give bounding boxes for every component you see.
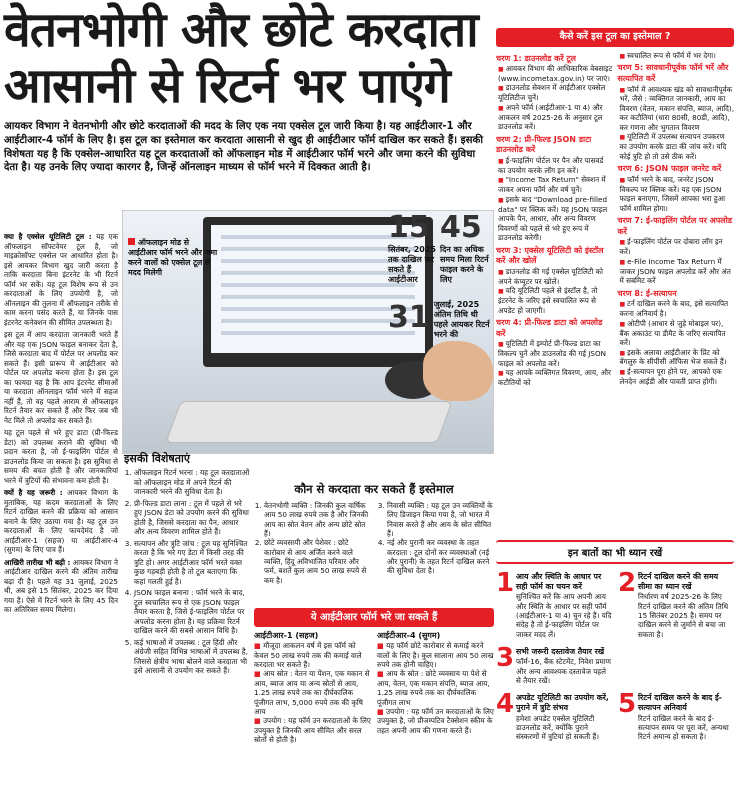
intro-paragraph: आयकर विभाग ने वेतनभोगी और छोटे करदाताओं की मदद के लिए एक नया एक्सेल टूल जारी किया है। यह आईटीआर-1 और आईटीआर-4 फॉर्म के लिए है। इस टूल का इस्तेमाल कर करदाता आसानी से खुद ही आईटीआर फॉर्म दाखिल कर सकते हैं। इसकी विशेषता यह है कि एक्सेल-आधारित यह टूल करदाताओं को ऑफलाइन मोड में आईटीआर फॉर्म भरने और जमा करने की सुविधा देता है। यह उनके लिए ज्यादा कारगर है, जिन्हें ऑनलाइन माध्यम से फॉर्म भरने में दिक्कत आती है। — [4, 121, 484, 174]
attention-item — [618, 689, 734, 742]
headline-line1: वेतनभोगी और छोटे करदाता — [4, 2, 478, 58]
itr4-title: आईटीआर-4 (सुगम) — [377, 631, 441, 640]
howto-step-item: ■ डाउनलोड की गई एक्सेल यूटिलिटी को अपने कंप्यूटर पर खोलें। — [498, 267, 613, 286]
howto-step-title: चरण 2: प्री-फिल्ड JSON डाटा डाउनलोड करें — [496, 134, 592, 155]
howto-step-title: चरण 6: JSON फाइल जनरेट करें — [617, 164, 722, 174]
howto-step-item: ■ e-File Income Tax Return में जाकर JSON फाइल अपलोड करें और अंत में सबमिट करें — [620, 257, 735, 286]
howto-step-item: ■ ई-फाइलिंग पोर्टल पर दोबारा लॉग इन करें। — [620, 237, 735, 256]
feature-item: 4. JSON फाइल बनाना : फॉर्म भरने के बाद, टूल स्वचालित रूप से एक JSON फाइल तैयार करता है, जिसे ई-फाइलिंग पोर्टल पर अपलोड करना होता है। यह प्रक्रिया रिटर्न दाखिल करने की सबसे आसान विधि है। — [134, 588, 250, 635]
howto-step-list — [496, 156, 613, 243]
howto-step-item: ■ "Income Tax Return" सेक्शन में जाकर अपना फॉर्म और वर्ष चुनें। — [498, 175, 613, 194]
stat-31-number: 31 — [388, 300, 430, 335]
howto-title: कैसे करें इस टूल का इस्तेमाल ? — [496, 28, 734, 47]
whatis-text: यह एक ऑफलाइन सॉफ्टवेयर टूल है, जो माइक्रोसॉफ्ट एक्सेल पर आधारित होता है। इसे आयकर विभाग खुद जारी करता है ताकि करदाता बिना इंटरनेट के भी रिटर्न फॉर्म भर सकें। यह टूल विशेष रूप से उन करदाताओं के लिए उपयोगी है, जो ऑनलाइन की तुलना में ऑफलाइन तरीके से काम करना पसंद करते हैं, या जिनके पास इंटरनेट कनेक्शन की सीमित उपलब्धता है। — [4, 232, 119, 327]
howto-step-list — [496, 339, 613, 387]
left-p3: यह टूल पहले से भरे हुए डाटा (प्री-फिल्ड डेटा) को उपलब्ध कराने की सुविधा भी प्रदान करता है, जो ई-फाइलिंग पोर्टल से डाउनलोड किया जा सकता है। इस सुविधा से समय की बचत होती है और जानकारियां भरने में त्रुटियों की संभावना कम होती है। — [4, 428, 118, 485]
who-item: 1. वेतनभोगी व्यक्ति : जिनकी कुल वार्षिक आय 50 लाख रुपये तक है और जिनकी आय का स्रोत वेतन और अन्य छोटे स्रोत हैं। — [264, 501, 371, 538]
howto-step-item: ■ ई-फाइलिंग पोर्टल पर पैन और पासवर्ड का उपयोग करके लॉग इन करें। — [498, 156, 613, 175]
attention-item — [496, 643, 612, 685]
bullet-square-icon: ■ — [254, 641, 264, 651]
attention-spacer — [618, 647, 734, 685]
who-item: 2. छोटे व्यवसायी और पेशेवर : छोटे कारोबार से आय अर्जित करने वाले व्यक्ति, हिंदू अविभाजित परिवार और फर्म, बशर्ते कुल आय 50 लाख रुपये से कम है। — [264, 538, 371, 585]
headline-line2: आसानी से रिटर्न भर पाएंगे — [4, 58, 450, 114]
howto-column-2 — [618, 51, 735, 388]
howto-step-item: ■ ई-सत्यापन पूरा होने पर, आपको एक लेनदेन आईडी और पावती प्राप्त होगी। — [620, 367, 735, 386]
bullet-square-icon: ■ — [254, 716, 264, 726]
howto-step-item: ■ ओटीपी (आधार से जुड़े मोबाइल पर), बैंक अकाउंट या डीमैट के जरिए सत्यापित करें। — [620, 319, 735, 348]
attention-number: 4 — [496, 689, 515, 720]
howto-step-list — [618, 299, 735, 386]
howto-step-title: चरण 4: प्री-फिल्ड डाटा को अपलोड करें — [496, 318, 603, 338]
stat-45-text: दिन का अधिक समय मिला रिटर्न फाइल करने के लिए — [440, 245, 489, 284]
attention-item — [496, 689, 612, 742]
howto-step-list — [618, 51, 735, 61]
howto-step-item: ■ आयकर विभाग की आधिकारिक वेबसाइट (www.incometax.gov.in) पर जाएं। — [498, 64, 613, 83]
attention-body — [516, 647, 612, 685]
howto-step-item: ■ इसके अलावा आईटीआर के प्रिंट को बेंगलुरु के सीपीसी ऑफिस भेज सकते हैं। — [620, 348, 735, 367]
itr1-item — [254, 641, 371, 669]
howto-step-item: ■ डाउनलोड सेक्शन में आईटीआर एक्सेल यूटिलिटीज चुनें। — [498, 83, 613, 102]
attention-number: 5 — [618, 689, 637, 720]
itr4-item — [377, 641, 494, 669]
howto-step-title: चरण 5: सावधानीपूर्वक फॉर्म भरें और सत्यापित करें — [617, 63, 729, 83]
howto-step-list — [618, 85, 735, 162]
photo-note — [128, 238, 220, 279]
who-item: 3. निवासी व्यक्ति : यह टूल उन व्यक्तियों के लिए डिजाइन किया गया है, जो भारत में निवास करते हैं और आय के स्रोत सीमित हैं। — [387, 501, 494, 538]
itr4-list — [377, 641, 494, 735]
howto-step-item: ■ यदि यूटिलिटी पहले से इंस्टॉल है, तो इंटरनेट के जरिए इसे स्वचालित रूप से अपडेट हो जाएगी। — [498, 286, 613, 315]
keyboard-image — [165, 401, 452, 443]
attention-heading: सभी जरूरी दस्तावेज तैयार रखें — [516, 647, 605, 657]
howto-step-item: ■ यूटिलिटी में उपलब्ध सत्यापन उपकरण का उपयोग करके डाटा की जांच करें। यदि कोई त्रुटि हो तो उसे ठीक करें। — [620, 132, 735, 161]
itr1-item — [254, 669, 371, 716]
itr1-list — [254, 641, 371, 744]
stat-45 — [440, 210, 490, 285]
howto-step-item: ■ अपने फॉर्म (आईटीआर-1 या 4) और आकलन वर्ष 2025-26 के अनुसार टूल डाउनलोड करें। — [498, 103, 613, 132]
itr1-item-text: मौजूदा आकलन वर्ष में इस फॉर्म को केवल 50 लाख रुपये तक की कमाई वाले करदाता भर सकते हैं। — [254, 641, 362, 670]
itr4-item-text: आय के स्रोत : छोटे व्यवसाय या पेशे से आय, वेतन, एक मकान संपत्ति, ब्याज आय, 1.25 लाख रुपये तक का दीर्घकालिक पूंजीगत लाभ — [377, 669, 490, 707]
bullet-square-icon: ■ — [377, 669, 387, 679]
feature-item: 3. सत्यापन और त्रुटि जांच : टूल यह सुनिश्चित करता है कि भरे गए डेटा में किसी तरह की त्रुटि हो। अगर आईटीआर फॉर्म भरते वक्त कुछ गड़बड़ी होती है तो टूल बताएगा कि कहां गलती हुई है। — [134, 539, 250, 586]
itr4-item-text: यह फॉर्म छोटे कारोबार से कमाई करने वालों के लिए है। कुल सालाना आय 50 लाख रुपये तक होनी चाहिए। — [377, 641, 494, 670]
feature-item: 1. ऑफलाइन रिटर्न भरना : यह टूल करदाताओं को ऑफलाइन मोड में अपने रिटर्न की जानकारी भरने की सुविधा देता है। — [134, 468, 250, 496]
itr-title: ये आईटीआर फॉर्म भरे जा सकते हैं — [254, 608, 494, 627]
attention-number: 2 — [618, 568, 637, 598]
who-list-a — [254, 501, 371, 585]
who-list-b — [377, 501, 494, 576]
itr1-item — [254, 716, 371, 744]
bullet-square-icon — [128, 238, 135, 245]
itr4-item — [377, 707, 494, 735]
attention-text: फॉर्म-16, बैंक स्टेटमेंट, निवेश प्रमाण और अन्य आवश्यक दस्तावेज पहले से तैयार रखें। — [516, 657, 611, 685]
bullet-square-icon: ■ — [254, 669, 264, 679]
howto-step-item: ■ स्वचालित रूप से फॉर्म में भर देगा। — [620, 51, 735, 61]
stat-31 — [388, 300, 492, 340]
deadline-text: आयकर विभाग ने आईटीआर दाखिल करने की अंतिम तारीख बढ़ा दी है। पहले यह 31 जुलाई, 2025 थी, अब इसे 15 सितंबर, 2025 कर दिया गया है। ऐसे में रिटर्न भरने के लिए 45 दिन का अतिरिक्त समय मिलेगा। — [4, 557, 118, 614]
howto-step-item: ■ टर्न दाखिल करने के बाद, इसे सत्यापित करना अनिवार्य है। — [620, 299, 735, 318]
itr4-item-text: उपयोग : यह फॉर्म उन करदाताओं के लिए उपयुक्त है, जो प्रीजम्पटिव टैक्सेशन स्कीम के तहत अपनी आय की गणना करते हैं। — [377, 706, 494, 735]
hand-image — [423, 341, 493, 401]
howto-step-list — [496, 267, 613, 315]
howto-step-item: ■ यूटिलिटी में इम्पोर्ट प्री-फिल्ड डाटा का विकल्प चुनें और डाउनलोड की गई JSON फाइल को अपलोड करें। — [498, 339, 613, 368]
attention-body — [516, 693, 612, 741]
why-title: क्यों है यह जरूरी : — [4, 488, 63, 497]
photo-note-text: ऑफलाइन मोड से आईटीआर फॉर्म भरने और जमा करने वालों को एक्सेल टूल से मदद मिलेगी — [128, 238, 218, 278]
stat-31-text: जुलाई, 2025 अंतिम तिथि थी पहले आयकर रिटर्न भरने की — [433, 300, 490, 339]
deadline-title: आखिरी तारीख भी बढ़ी : — [4, 557, 71, 567]
left-column — [4, 232, 118, 618]
howto-step-list — [618, 175, 735, 213]
stat-15-number: 15 — [388, 210, 430, 245]
howto-step-list — [618, 237, 735, 285]
attention-text: सुनिश्चित करें कि आप अपनी आय और स्थिति के आधार पर सही फॉर्म (आईटीआर-1 या 4) चुन रहे हैं। यदि संदेह है तो ई-फाइलिंग पोर्टल पर जाकर मदद लें। — [516, 592, 612, 639]
attention-section — [496, 540, 734, 742]
itr-forms-section — [254, 608, 494, 744]
attention-grid — [496, 568, 734, 742]
who-item: 4. नई और पुरानी कर व्यवस्था के तहत करदाता : टूल दोनों कर व्यवस्थाओं (नई और पुरानी) के तहत रिटर्न दाखिल करने की सुविधा देता है। — [387, 538, 494, 575]
howto-step-item: ■ यह आपके व्यक्तिगत विवरण, आय, और कटौतियों को — [498, 368, 613, 387]
feature-item: 2. प्री-फिल्ड डाटा लाना : टूल में पहले से भरे हुए JSON डेटा को उपयोग करने की सुविधा होती है, जिससे करदाता का पैन, आधार और अन्य विवरण शामिल होते हैं। — [134, 499, 250, 537]
attention-text: रिटर्न दाखिल करने के बाद ई-सत्यापन समय पर पूरा करें, अन्यथा रिटर्न अमान्य हो सकता है। — [638, 713, 729, 742]
whatis-title: क्या है एक्सेल यूटिलिटी टूल : — [4, 232, 92, 241]
itr4-item — [377, 669, 494, 706]
attention-text: निर्धारण वर्ष 2025-26 के लिए रिटर्न दाखिल करने की अंतिम तिथि 15 सितंबर 2025 है। समय पर दाखिल करने से जुर्माने से बचा जा सकता है। — [638, 592, 729, 639]
bullet-square-icon: ■ — [377, 641, 387, 651]
itr1-item-text: आय स्रोत : वेतन या पेंशन, एक मकान से आय, ब्याज आय या अन्य स्रोतों से आय, 1.25 लाख रुपये तक का दीर्घकालिक पूंजीगत लाभ, 5,000 रुपये तक की कृषि आय — [254, 669, 370, 716]
features-title: इसकी विशेषताएं — [124, 452, 190, 465]
howto-step-item: ■ फॉर्म भरने के बाद, जनरेट JSON विकल्प पर क्लिक करें। यह एक JSON फाइल बनाएगा, जिसमें आपका भरा हुआ फॉर्म शामिल होगा। — [620, 175, 735, 213]
howto-step-title: चरण 8: ई-सत्यापन — [617, 288, 677, 298]
attention-heading: रिटर्न दाखिल करने के बाद ई-सत्यापन अनिवार्य — [638, 693, 723, 713]
stat-15 — [388, 210, 438, 285]
howto-step-title: चरण 1: डाउनलोड करें टूल — [496, 53, 576, 63]
attention-text: हमेशा अपडेट एक्सेल यूटिलिटी डाउनलोड करें, क्योंकि पुराने संस्करणों में त्रुटियां हो सकती हैं। — [516, 713, 599, 742]
itr1-title: आईटीआर-1 (सहज) — [254, 631, 319, 640]
itr1-item-text: उपयोग : यह फॉर्म उन करदाताओं के लिए उपयुक्त है जिनकी आय सीमित और सरल स्रोतों से होती है। — [254, 716, 371, 744]
howto-column-1 — [496, 51, 613, 388]
feature-item: 5. कई भाषाओं में उपलब्ध : टूल हिंदी और अंग्रेजी सहित विभिन्न भाषाओं में उपलब्ध है, जिससे क्षेत्रीय भाषा बोलने वाले करदाता भी इसे आसानी से उपयोग कर सकते हैं। — [134, 638, 250, 676]
features-list — [124, 468, 250, 675]
attention-title: इन बातों का भी ध्यान रखें — [496, 540, 734, 564]
bullet-square-icon: ■ — [377, 706, 387, 716]
attention-body — [638, 572, 734, 639]
stat-45-number: 45 — [440, 210, 482, 245]
attention-heading: आय और स्थिति के आधार पर सही फॉर्म का चयन करें — [516, 572, 602, 592]
attention-item — [496, 568, 612, 639]
howto-step-item: ■ फॉर्म में आवश्यक खंड को सावधानीपूर्वक भरें, जैसे : व्यक्तिगत जानकारी, आय का विवरण (वेतन, मकान संपत्ति, ब्याज, आदि), कर कटौतियां (धारा 80सी, 80डी, आदि), कर गणना और भुगतान विवरण — [620, 85, 735, 133]
who-title: कौन से करदाता कर सकते हैं इस्तेमाल — [294, 482, 454, 496]
attention-number: 3 — [496, 643, 515, 674]
howto-step-list — [496, 64, 613, 132]
features-section — [124, 452, 250, 677]
attention-heading: रिटर्न दाखिल करने की समय सीमा का ध्यान रखें — [638, 572, 719, 592]
attention-number: 1 — [496, 568, 515, 598]
attention-heading: अपडेट यूटिलिटी का उपयोग करें, पुराने में त्रुटि संभव — [516, 693, 609, 713]
who-section — [254, 482, 494, 585]
attention-body — [516, 572, 612, 639]
howto-step-item: ■ इसके बाद "Download pre-filled data" पर क्लिक करें। यह JSON फाइल आपके पैन, आधार, और अन्य विवरण विवरणों को पहले से भरे हुए रूप में डाउनलोड करेगी। — [498, 195, 613, 243]
howto-step-title: चरण 3: एक्सेल यूटिलिटी को इंस्टॉल करें और खोलें — [496, 245, 604, 266]
attention-body — [638, 693, 734, 741]
left-p2: इस टूल में आप करदाता जानकारी भरते हैं और यह एक JSON फाइल बनाकर देता है, जिसे करदाता बाद में पोर्टल पर अपलोड कर सकते हैं। इसी प्रारूप में आईटीआर को पोर्टल पर अपलोड करना होता है। इस टूल का फायदा यह है कि आप इंटरनेट सीमाओं या करदाता ऑनलाइन फॉर्म भरने में सहज नहीं हैं, तो वह पहले आराम से ऑफलाइन रिटर्न तैयार कर सकते हैं और फिर जब भी नेट मिले तो अपलोड कर सकते हैं। — [4, 330, 118, 425]
stat-15-text: सितंबर, 2025 तक दाखिल कर सकते हैं आईटीआर — [388, 245, 436, 284]
howto-section — [496, 28, 734, 387]
attention-item — [618, 568, 734, 639]
howto-step-title: चरण 7: ई-फाइलिंग पोर्टल पर अपलोड करें — [617, 216, 733, 236]
why-text: आयकर विभाग के मुताबिक, यह कदम करदाताओं के लिए रिटर्न दाखिल करने की प्रक्रिया को आसान बनाने के लिए उठाया गया है। यह टूल उन करदाताओं के लिए फायदेमंद है जो आईटीआर-1 (सहज) या आईटीआर-4 (सुगम) के लिए पात्र हैं। — [4, 488, 119, 554]
